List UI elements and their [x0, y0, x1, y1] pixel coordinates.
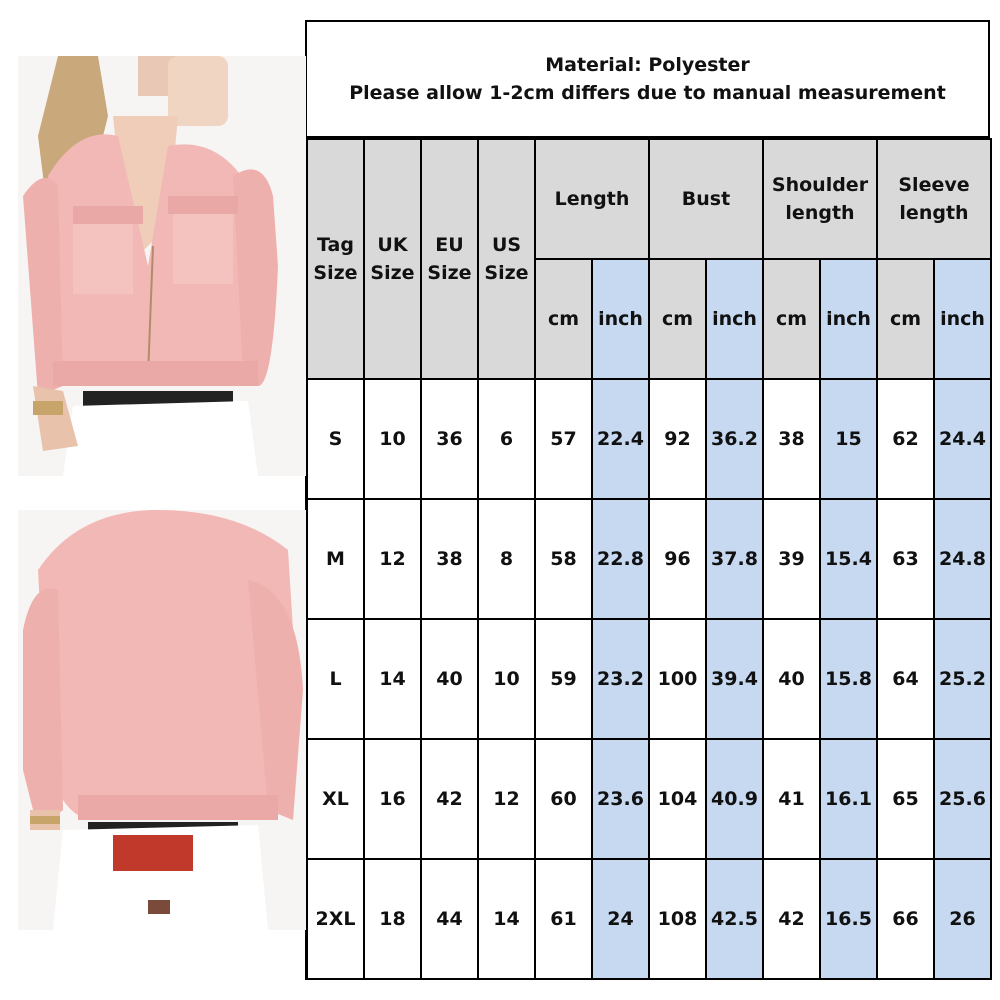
- cell-shoulder-cm: 41: [763, 739, 820, 859]
- product-photos: [10, 20, 307, 980]
- cell-sleeve-inch: 25.6: [934, 739, 991, 859]
- cell-eu: 44: [421, 859, 478, 979]
- cell-length-cm: 60: [535, 739, 592, 859]
- col-length: Length: [535, 139, 649, 259]
- cell-tag: S: [307, 379, 364, 499]
- cell-bust-cm: 108: [649, 859, 706, 979]
- cell-tag: M: [307, 499, 364, 619]
- cell-sleeve-cm: 66: [877, 859, 934, 979]
- table-row: [307, 859, 991, 979]
- cell-tag: L: [307, 619, 364, 739]
- header-row-1: [307, 139, 991, 259]
- col-sleeve: Sleeve length: [877, 139, 991, 259]
- cell-uk: 18: [364, 859, 421, 979]
- cell-uk: 14: [364, 619, 421, 739]
- unit-cm: cm: [877, 259, 934, 379]
- cell-length-cm: 57: [535, 379, 592, 499]
- cell-shoulder-cm: 42: [763, 859, 820, 979]
- front-photo: [18, 56, 306, 476]
- unit-cm: cm: [535, 259, 592, 379]
- unit-inch: inch: [934, 259, 991, 379]
- cell-shoulder-cm: 40: [763, 619, 820, 739]
- cell-length-inch: 23.2: [592, 619, 649, 739]
- cell-bust-inch: 42.5: [706, 859, 763, 979]
- cell-uk: 10: [364, 379, 421, 499]
- cell-eu: 42: [421, 739, 478, 859]
- cell-sleeve-inch: 26: [934, 859, 991, 979]
- cell-bust-cm: 100: [649, 619, 706, 739]
- cell-us: 8: [478, 499, 535, 619]
- cell-length-cm: 58: [535, 499, 592, 619]
- col-tag-size: Tag Size: [307, 139, 364, 379]
- col-bust: Bust: [649, 139, 763, 259]
- measurement-note: Please allow 1-2cm differs due to manual measurement: [349, 82, 946, 104]
- cell-shoulder-inch: 15: [820, 379, 877, 499]
- cell-length-inch: 23.6: [592, 739, 649, 859]
- unit-cm: cm: [763, 259, 820, 379]
- cell-length-cm: 59: [535, 619, 592, 739]
- cell-length-inch: 22.8: [592, 499, 649, 619]
- cell-shoulder-inch: 15.8: [820, 619, 877, 739]
- cell-us: 14: [478, 859, 535, 979]
- cell-length-inch: 22.4: [592, 379, 649, 499]
- cell-us: 12: [478, 739, 535, 859]
- back-photo: [18, 510, 306, 930]
- cell-sleeve-inch: 25.2: [934, 619, 991, 739]
- cell-shoulder-cm: 38: [763, 379, 820, 499]
- cell-uk: 12: [364, 499, 421, 619]
- cell-eu: 36: [421, 379, 478, 499]
- cell-bust-inch: 40.9: [706, 739, 763, 859]
- cell-sleeve-inch: 24.8: [934, 499, 991, 619]
- col-us-size: US Size: [478, 139, 535, 379]
- cell-sleeve-cm: 64: [877, 619, 934, 739]
- cell-us: 10: [478, 619, 535, 739]
- cell-sleeve-cm: 62: [877, 379, 934, 499]
- table-row: [307, 499, 991, 619]
- cell-length-cm: 61: [535, 859, 592, 979]
- cell-eu: 40: [421, 619, 478, 739]
- unit-inch: inch: [706, 259, 763, 379]
- cell-shoulder-inch: 16.1: [820, 739, 877, 859]
- unit-cm: cm: [649, 259, 706, 379]
- table-row: [307, 739, 991, 859]
- cell-eu: 38: [421, 499, 478, 619]
- cell-shoulder-inch: 15.4: [820, 499, 877, 619]
- size-table: [306, 138, 992, 980]
- cell-sleeve-cm: 65: [877, 739, 934, 859]
- cell-shoulder-inch: 16.5: [820, 859, 877, 979]
- table-row: [307, 619, 991, 739]
- cell-bust-cm: 104: [649, 739, 706, 859]
- cell-bust-cm: 92: [649, 379, 706, 499]
- cell-us: 6: [478, 379, 535, 499]
- cell-length-inch: 24: [592, 859, 649, 979]
- cell-bust-inch: 37.8: [706, 499, 763, 619]
- cell-tag: XL: [307, 739, 364, 859]
- unit-inch: inch: [592, 259, 649, 379]
- unit-inch: inch: [820, 259, 877, 379]
- cell-sleeve-inch: 24.4: [934, 379, 991, 499]
- cell-shoulder-cm: 39: [763, 499, 820, 619]
- col-eu-size: EU Size: [421, 139, 478, 379]
- table-row: [307, 379, 991, 499]
- cell-tag: 2XL: [307, 859, 364, 979]
- material-text: Material: Polyester: [545, 54, 750, 76]
- cell-bust-inch: 36.2: [706, 379, 763, 499]
- chart-header: [307, 22, 988, 138]
- cell-uk: 16: [364, 739, 421, 859]
- col-uk-size: UK Size: [364, 139, 421, 379]
- cell-bust-cm: 96: [649, 499, 706, 619]
- cell-sleeve-cm: 63: [877, 499, 934, 619]
- col-shoulder: Shoulder length: [763, 139, 877, 259]
- cell-bust-inch: 39.4: [706, 619, 763, 739]
